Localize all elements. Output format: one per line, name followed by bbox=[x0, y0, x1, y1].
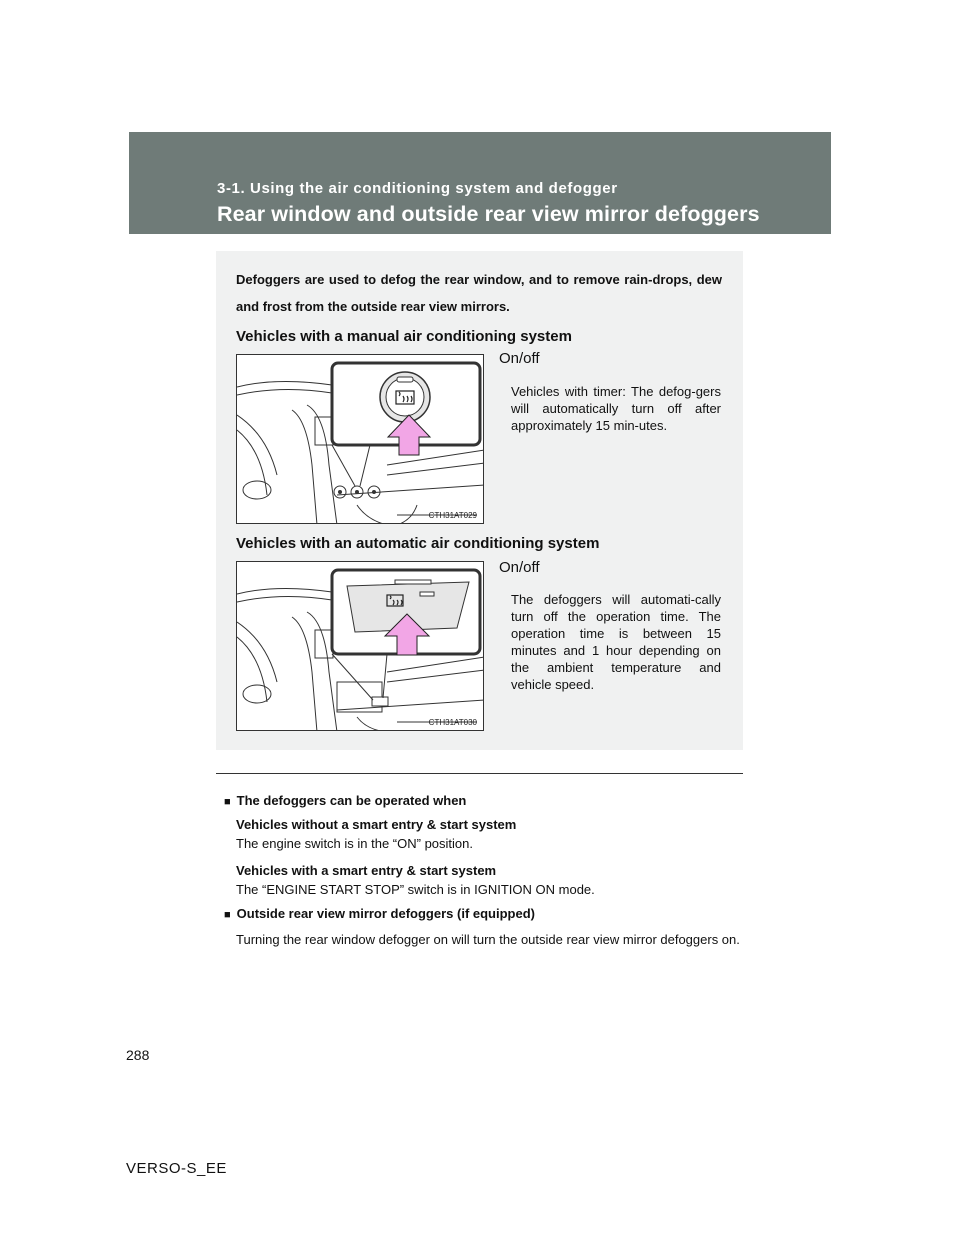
figure-code: CTH31AT029 bbox=[428, 511, 477, 520]
note-mirror-heading: ■ Outside rear view mirror defoggers (if equipped) bbox=[224, 906, 535, 921]
section-header bbox=[129, 132, 831, 234]
section-title: 3-1. Using the air conditioning system and defogger bbox=[217, 180, 618, 197]
auto-ac-heading: Vehicles with an automatic air conditioning system bbox=[236, 535, 600, 552]
intro-text: Defoggers are used to defog the rear window, and to remove rain-drops, dew and frost from the outside rear view mirrors. bbox=[236, 272, 722, 314]
square-bullet-icon: ■ bbox=[224, 909, 231, 921]
dashboard-illustration bbox=[237, 562, 484, 731]
document-code: VERSO-S_EE bbox=[126, 1160, 227, 1177]
section-divider bbox=[216, 773, 743, 774]
auto-ac-figure bbox=[236, 561, 484, 731]
figure-code: CTH31AT030 bbox=[428, 718, 477, 727]
note-operate-b-title: Vehicles with a smart entry & start system bbox=[236, 863, 497, 878]
note-operate-b-text: The “ENGINE START STOP” switch is in IGNITION ON mode. bbox=[236, 882, 595, 897]
manual-ac-heading: Vehicles with a manual air conditioning system bbox=[236, 328, 572, 345]
note-operate-a-text: The engine switch is in the “ON” position. bbox=[236, 836, 473, 851]
page-title: Rear window and outside rear view mirror defoggers bbox=[217, 202, 760, 226]
page-number: 288 bbox=[126, 1047, 150, 1063]
note-operate-a-title: Vehicles without a smart entry & start system bbox=[236, 817, 517, 832]
note-operate-b bbox=[236, 861, 595, 899]
manual-callout-label: On/off bbox=[499, 350, 540, 367]
manual-ac-figure bbox=[236, 354, 484, 524]
note-operate-heading: ■ The defoggers can be operated when bbox=[224, 793, 467, 808]
square-bullet-icon: ■ bbox=[224, 796, 231, 808]
auto-callout-text: The defoggers will automati-cally turn off the operation time. The operation time is between 15 minutes and 1 hour depending on the ambient temperature and vehicle speed. bbox=[511, 592, 721, 692]
manual-callout-text: Vehicles with timer: The defog-gers will automatically turn off after approximately 15 min-utes. bbox=[511, 384, 721, 433]
note-mirror-text: Turning the rear window defogger on will turn the outside rear view mirror defoggers on. bbox=[236, 932, 740, 947]
note-operate-a bbox=[236, 815, 516, 853]
dashboard-illustration bbox=[237, 355, 484, 524]
auto-callout-label: On/off bbox=[499, 559, 540, 576]
